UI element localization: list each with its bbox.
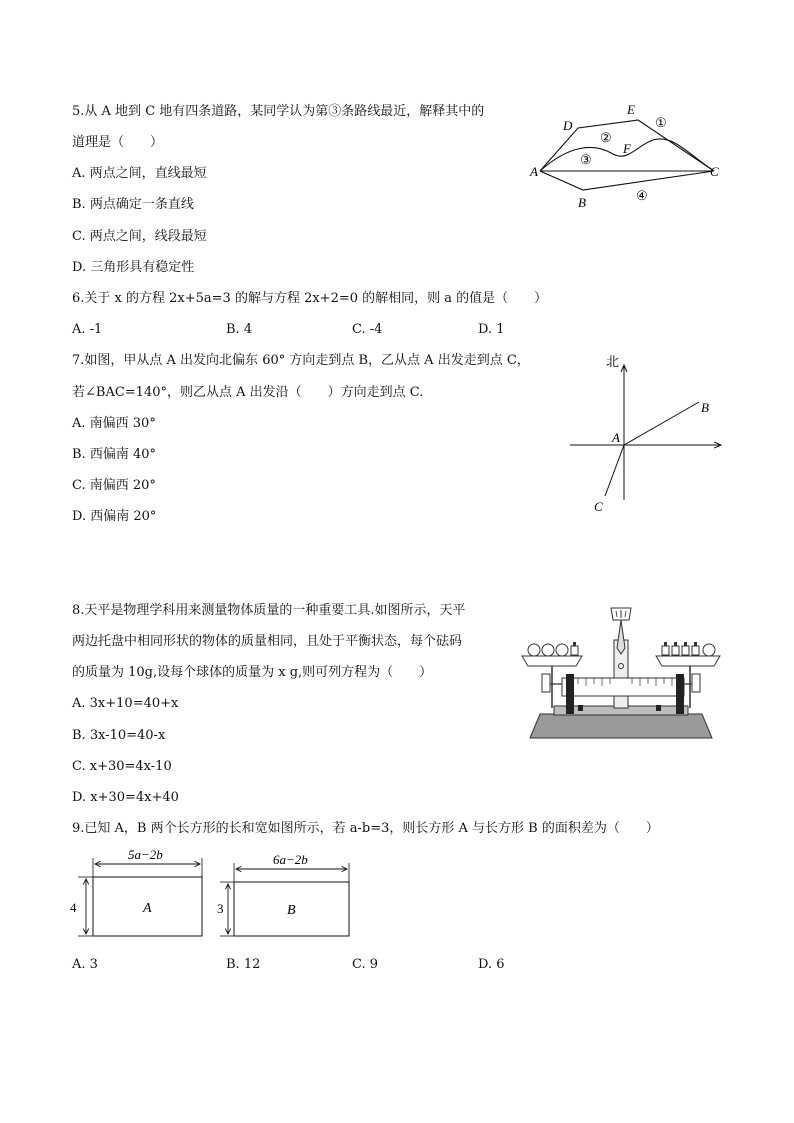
q7-label-c: C [594,499,603,514]
q9-option-a: A. 3 [72,957,98,972]
q7-stem-line1: 7.如图，甲从点 A 出发向北偏东 60° 方向走到点 B，乙从点 A 出发走到点 C， [72,353,530,368]
q5-option-c: C. 两点之间，线段最短 [72,229,207,244]
q5-label-a: A [530,164,538,179]
q5-stem-line2: 道理是（ ） [72,135,164,150]
q9-option-d: D. 6 [478,957,505,972]
q7-label-a: A [612,430,620,445]
q6-option-d: D. 1 [478,322,505,337]
q5-label-c: C [710,164,719,179]
q8-stem-line3: 的质量为 10g,设每个球体的质量为 x g,则可列方程为（ ） [72,665,433,680]
q8-option-a: A. 3x+10=40+x [72,696,179,711]
q7-stem-line2: 若∠BAC=140°，则乙从点 A 出发沿（ ）方向走到点 C. [72,385,424,400]
q5-route-2: ② [600,130,612,145]
q5-label-d: D [563,118,573,133]
q8-option-c: C. x+30=4x-10 [72,759,172,774]
q7-north-label: 北 [606,354,620,369]
q5-route-1: ① [655,115,667,130]
q7-option-d: D. 西偏南 20° [72,509,157,524]
rect-a-label: A [143,901,152,916]
rect-b-height-label: 3 [217,901,224,916]
q6-option-b: B. 4 [226,322,253,337]
q9-option-c: C. 9 [352,957,379,972]
q9-rectangles-figure [66,846,366,946]
q8-stem-line2: 两边托盘中相同形状的物体的质量相同，且处于平衡状态，每个砝码 [72,634,463,649]
q7-direction-figure [562,348,732,518]
q8-option-d: D. x+30=4x+40 [72,790,179,805]
q7-option-c: C. 南偏西 20° [72,478,156,493]
q7-option-b: B. 西偏南 40° [72,447,156,462]
q5-route-4: ④ [636,188,648,203]
q5-label-b: B [578,195,586,210]
q7-label-b: B [701,400,709,415]
q5-label-f: F [623,141,631,156]
q5-option-b: B. 两点确定一条直线 [72,197,194,212]
rect-b-width-label: 6a−2b [273,852,308,867]
q5-stem-line1: 5.从 A 地到 C 地有四条道路，某同学认为第③条路线最近，解释其中的 [72,104,485,119]
q5-route-3: ③ [580,152,592,167]
q8-balance-scale-figure [516,600,726,742]
q6-option-a: A. -1 [72,322,103,337]
q5-label-e: E [627,102,635,117]
rect-b-label: B [287,903,296,918]
q9-stem: 9.已知 A，B 两个长方形的长和宽如图所示，若 a-b=3，则长方形 A 与长方形 B 的面积差为（ ） [72,821,659,836]
rect-a-width-label: 5a−2b [128,847,163,862]
q6-option-c: C. -4 [352,322,383,337]
q6-stem: 6.关于 x 的方程 2x+5a=3 的解与方程 2x+2=0 的解相同，则 a 的值是（ ） [72,291,548,306]
q5-option-d: D. 三角形具有稳定性 [72,260,195,275]
rect-a-height-label: 4 [70,900,77,915]
q9-option-b: B. 12 [226,957,261,972]
q8-stem-line1: 8.天平是物理学科用来测量物体质量的一种重要工具.如图所示，天平 [72,603,466,618]
q5-option-a: A. 两点之间，直线最短 [72,166,207,181]
q8-option-b: B. 3x-10=40-x [72,728,166,743]
q7-option-a: A. 南偏西 30° [72,416,156,431]
q5-route-figure [528,96,728,216]
